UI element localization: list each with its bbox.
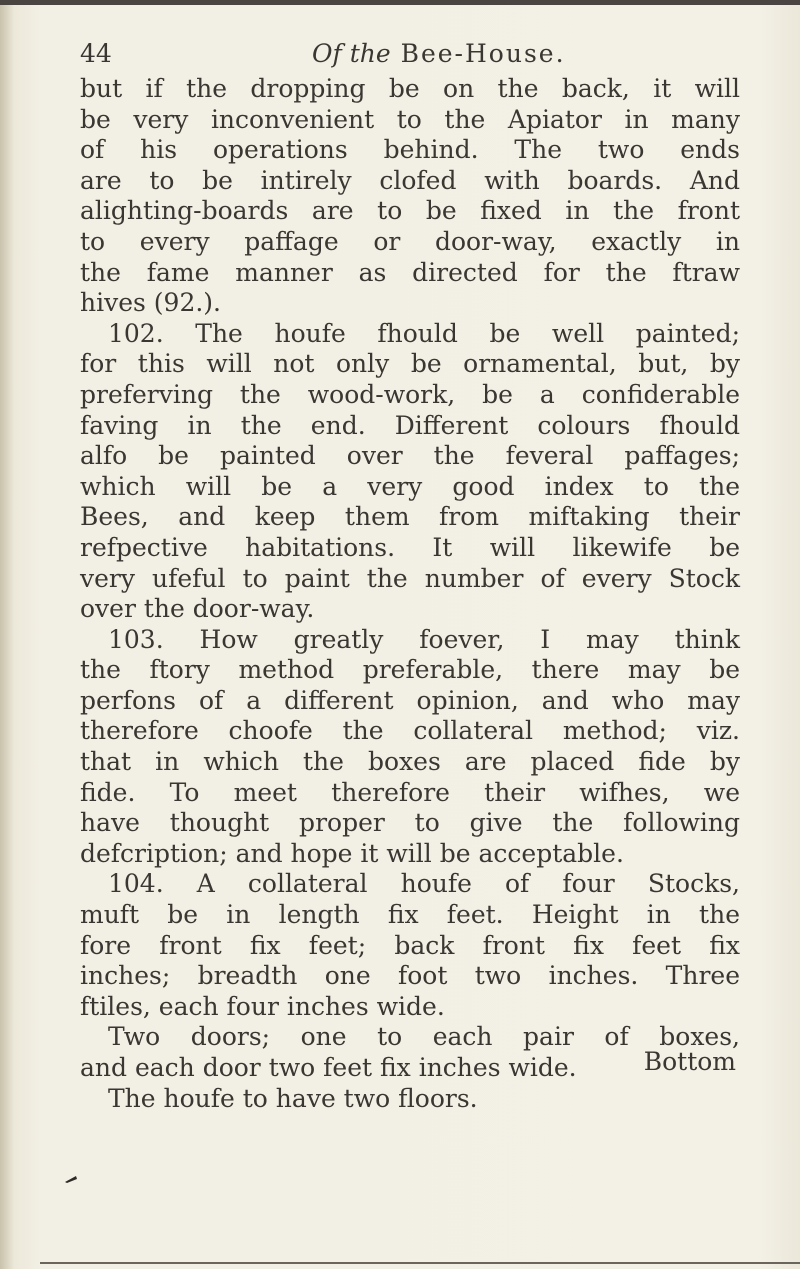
running-title-italic: Of the: [312, 39, 391, 68]
paragraph-102-start: 102. The houfe fhould be well painted;: [108, 318, 740, 348]
paragraph-104-start: 104. A collateral houfe of four Stocks,: [108, 869, 740, 899]
running-header: [80, 36, 740, 72]
text-line: be very inconvenient to the Apiator in many: [80, 104, 740, 134]
text-line: muft be in length fix feet. Height in the: [80, 900, 740, 930]
text-line: for this will not only be ornamental, but, by: [80, 349, 740, 379]
text-line: very ufeful to paint the number of every Stock: [80, 563, 740, 593]
text-line: of his operations behind. The two ends: [80, 135, 740, 165]
text-line: The houfe to have two floors.: [108, 1083, 478, 1113]
text-line: refpective habitations. It will likewife be: [80, 532, 740, 562]
text-line: preferving the wood-work, be a confiderable: [80, 379, 740, 409]
text-line: inches; breadth one foot two inches. Three: [80, 961, 740, 991]
text-line: alighting-boards are to be fixed in the front: [80, 196, 740, 226]
text-line: are to be intirely clofed with boards. And: [80, 165, 740, 195]
text-line: defcription; and hope it will be acceptable.: [80, 838, 624, 868]
page-number: 44: [80, 39, 112, 68]
text-line: alfo be painted over the feveral paffages;: [80, 441, 740, 471]
text-line: therefore choofe the collateral method; viz.: [80, 716, 740, 746]
bottom-border-rule: [40, 1262, 800, 1264]
catchword: Bottom: [643, 1047, 736, 1076]
paragraph-103-start: 103. How greatly foever, I may think: [108, 624, 740, 654]
text-line: but if the dropping be on the back, it will: [80, 74, 740, 103]
text-line: hives (92.).: [80, 288, 222, 318]
text-line: which will be a very good index to the: [80, 471, 740, 501]
text-line: fide. To meet therefore their wifhes, we: [80, 777, 740, 807]
ink-mark-icon: [64, 1174, 78, 1184]
text-line: the ftory method preferable, there may be: [80, 655, 740, 685]
text-line: have thought proper to give the following: [80, 808, 740, 838]
text-line: ftiles, each four inches wide.: [80, 991, 445, 1021]
text-line: faving in the end. Different colours fhould: [80, 410, 740, 440]
text-line: Two doors; one to each pair of boxes,: [108, 1022, 740, 1052]
page-gutter-shadow: [0, 0, 14, 1269]
running-title: [312, 36, 566, 72]
text-line: Bees, and keep them from miftaking their: [80, 502, 740, 532]
text-line: perfons of a different opinion, and who may: [80, 685, 740, 715]
body-text: [80, 74, 740, 1114]
top-border-rule: [0, 0, 800, 5]
text-line: the fame manner as directed for the ftraw: [80, 257, 740, 287]
text-line: that in which the boxes are placed fide by: [80, 747, 740, 777]
running-title-caps: Bee-House.: [400, 39, 566, 68]
text-line: and each door two feet fix inches wide.: [80, 1053, 577, 1082]
text-line: over the door-way.: [80, 594, 315, 624]
text-line: to every paffage or door-way, exactly in: [80, 226, 740, 256]
text-line: fore front fix feet; back front fix feet fix: [80, 930, 740, 960]
